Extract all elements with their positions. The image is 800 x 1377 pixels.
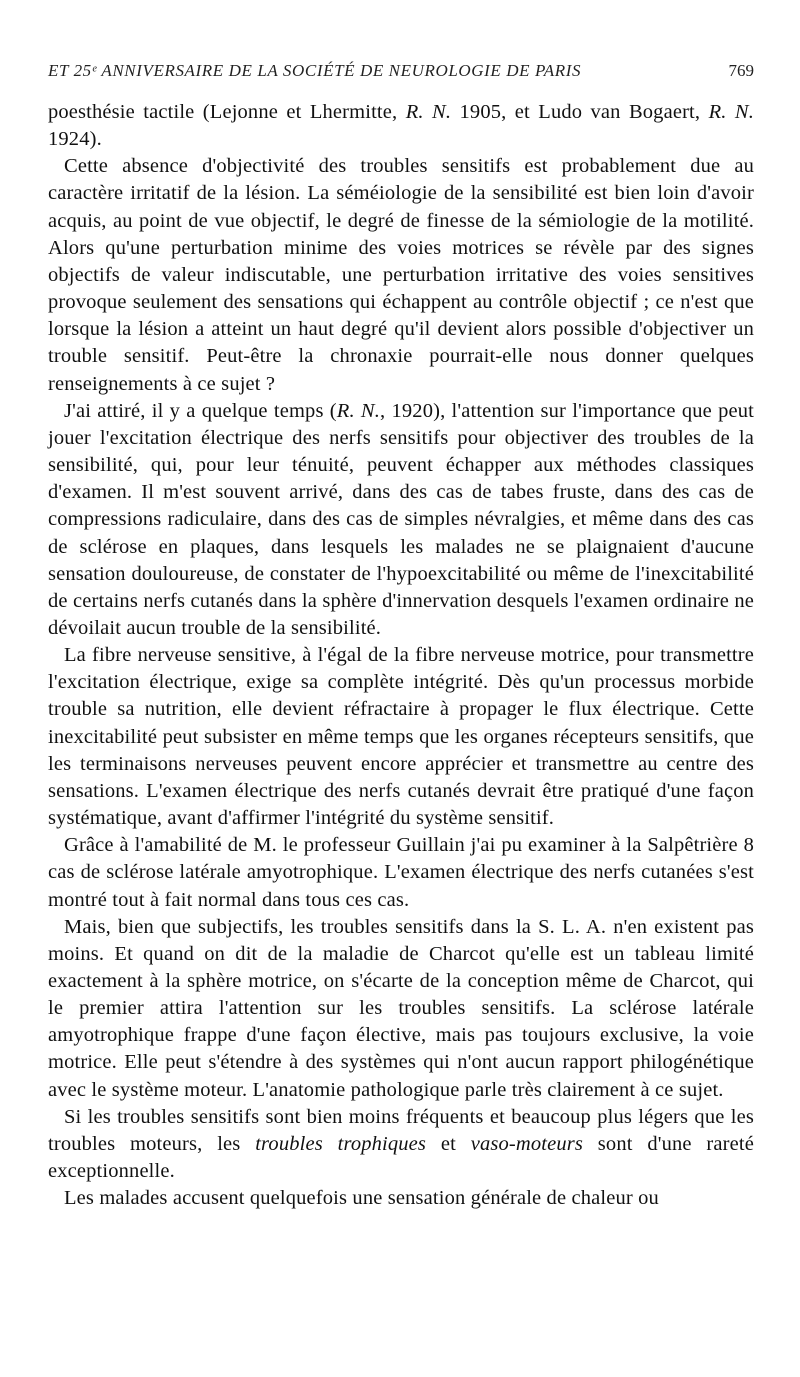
paragraph <box>48 914 754 1104</box>
text-segment: et <box>426 1132 471 1155</box>
paragraph <box>48 642 754 832</box>
citation-journal: R. N. <box>336 399 381 422</box>
text-segment: Cette absence d'objectivité des troubles sensitifs est probablement due au caractère irritatif de la lésion. La séméiologie de la sensibilité est bien loin d'avoir acquis, au point de vue objectif, le degré de finesse de la sémiologie de la motilité. Alors qu'une perturbation minime des voies motrices se révèle par des signes objectifs de valeur indiscutable, une perturbation irritative des voies sensitives provoque seulement des sensations qui échappent au contrôle objectif ; ce n'est que lorsque la lésion a atteint un haut degré qu'il devient alors possible d'objectiver un trouble sensitif. Peut-être la chronaxie pourrait-elle nous donner quelques renseignements à ce sujet ? <box>48 155 754 395</box>
text-segment: Mais, bien que subjectifs, les troubles sensitifs dans la S. L. A. n'en existent pas moins. Et quand on dit de la maladie de Charcot qu'elle est un tableau limité exactement à la sphère motrice, on s'écarte de la conception même de Charcot, qui le premier attira l'attention sur les troubles sensitifs. La sclérose latérale amyotrophique frappe d'une façon élective, mais pas toujours exclusive, la voie motrice. Elle peut s'étendre à des systèmes qui n'ont aucun rapport philogénétique avec le système moteur. L'anatomie pathologique parle très clairement à ce sujet. <box>48 915 754 1101</box>
paragraph <box>48 398 754 642</box>
paragraph-continuation <box>48 99 754 153</box>
text-segment: 1905, et Ludo van Bogaert, <box>451 101 709 123</box>
paragraph <box>48 153 754 397</box>
text-segment: 1924). <box>48 128 102 151</box>
text-segment: , 1920), l'attention sur l'importance que peut jouer l'excitation électrique des nerfs sensitifs pour objectiver des troubles de la sensibilité, qui, pour leur ténuité, peuvent échapper aux méthodes classiques d'examen. Il m'est souvent arrivé, dans des cas de tabes fruste, dans des cas de compressions radiculaire, dans des cas de simples névralgies, et même dans des cas de sclérose en plaques, dans lesquels les malades ne se plaignaient d'aucune sensation douloureuse, de constater de l'hypoexcitabilité ou même de l'inexcitabilité de certains nerfs cutanés dans la sphère d'innervation desquels l'examen ordinaire ne dévoilait aucun trouble de la sensibilité. <box>48 399 754 639</box>
citation-journal: R. N. <box>708 101 755 123</box>
page-number: 769 <box>728 61 754 80</box>
text-segment: La fibre nerveuse sensitive, à l'égal de la fibre nerveuse motrice, pour transmettre l'excitation électrique, exige sa complète intégrité. Dès qu'un processus morbide trouble sa nutrition, elle devient réfractaire à propager le flux électrique. Cette inexcitabilité peut subsister en même temps que les organes récepteurs sensitifs, que les terminaisons nerveuses peuvent encore apprécier et transmettre au centre des sensations. L'examen électrique des nerfs cutanés devrait être pratiqué d'une façon systématique, avant d'affirmer l'intégrité du système sensitif. <box>48 644 754 830</box>
paragraph <box>48 832 754 913</box>
text-segment: sont d'une rareté exceptionnelle. <box>48 1132 754 1183</box>
text-segment: poesthésie tactile (Lejonne et Lhermitte, <box>48 101 406 123</box>
text-segment: J'ai attiré, il y a quelque temps ( <box>64 399 337 422</box>
citation-journal: R. N. <box>405 101 452 123</box>
italic-term: troubles trophiques <box>255 1132 427 1155</box>
paragraph <box>48 1104 754 1185</box>
text-segment: Si les troubles sensitifs sont bien moins fréquents et beaucoup plus légers que les troubles moteurs, les <box>48 1105 754 1155</box>
running-head <box>48 61 754 81</box>
italic-term: vaso-moteurs <box>470 1132 583 1155</box>
text-segment: Grâce à l'amabilité de M. le professeur Guillain j'ai pu examiner à la Salpêtrière 8 cas de sclérose latérale amyotrophique. L'examen électrique des nerfs cutanées s'est montré tout à fait normal dans tous ces cas. <box>48 834 754 911</box>
body-text <box>48 99 754 1212</box>
running-head-title: ET 25ᵉ ANNIVERSAIRE DE LA SOCIÉTÉ DE NEUROLOGIE DE PARIS <box>48 61 582 80</box>
paragraph-final <box>48 1185 754 1212</box>
text-segment: Les malades accusent quelquefois une sensation générale de chaleur ou <box>64 1187 659 1210</box>
